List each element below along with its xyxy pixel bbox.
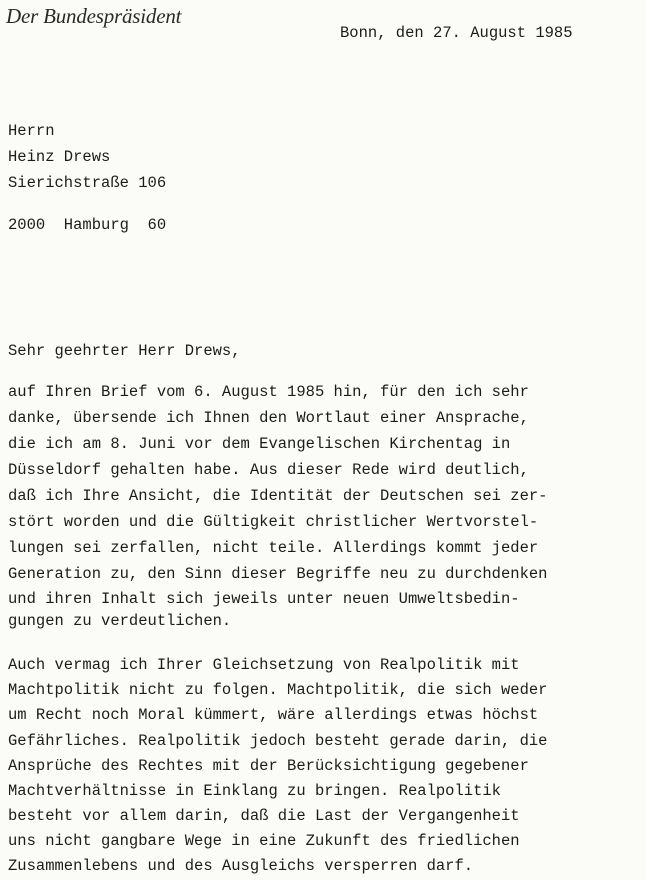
address-line: Heinz Drews — [8, 148, 111, 166]
body-line: Gefährliches. Realpolitik jedoch besteht gerade darin, die — [8, 732, 548, 750]
body-line: die ich am 8. Juni vor dem Evangelischen Kirchentag in — [8, 435, 511, 453]
letterhead: Der Bundespräsident — [6, 4, 182, 28]
body-line: Düsseldorf gehalten habe. Aus dieser Rede wird deutlich, — [8, 461, 529, 479]
body-line: und ihren Inhalt sich jeweils unter neuen Umweltsbedin- — [8, 590, 520, 608]
body-line: auf Ihren Brief vom 6. August 1985 hin, für den ich sehr — [8, 383, 529, 401]
body-line: Machtpolitik nicht zu folgen. Machtpolitik, die sich weder — [8, 681, 548, 699]
date-line: Bonn, den 27. August 1985 — [340, 24, 573, 42]
body-line: Zusammenlebens und des Ausgleichs versperren darf. — [8, 857, 474, 875]
body-line: daß ich Ihre Ansicht, die Identität der Deutschen sei zer- — [8, 487, 548, 505]
body-line: lungen sei zerfallen, nicht teile. Allerdings kommt jeder — [8, 539, 539, 557]
address-line: Herrn — [8, 122, 55, 140]
address-line: 2000 Hamburg 60 — [8, 216, 167, 234]
body-line: Auch vermag ich Ihrer Gleichsetzung von Realpolitik mit — [8, 656, 520, 674]
body-line: besteht vor allem darin, daß die Last der Vergangenheit — [8, 807, 520, 825]
address-line: Sierichstraße 106 — [8, 174, 167, 192]
body-line: Ansprüche des Rechtes mit der Berücksichtigung gegebener — [8, 757, 529, 775]
body-line: Machtverhältnisse in Einklang zu bringen. Realpolitik — [8, 782, 501, 800]
body-line: Generation zu, den Sinn dieser Begriffe neu zu durchdenken — [8, 565, 548, 583]
body-line: um Recht noch Moral kümmert, wäre allerdings etwas höchst — [8, 706, 539, 724]
salutation: Sehr geehrter Herr Drews, — [8, 342, 241, 360]
body-line: stört worden und die Gültigkeit christlicher Wertvorstel- — [8, 513, 539, 531]
body-line: uns nicht gangbare Wege in eine Zukunft des friedlichen — [8, 832, 520, 850]
body-line: danke, übersende ich Ihnen den Wortlaut einer Ansprache, — [8, 409, 529, 427]
body-line: gungen zu verdeutlichen. — [8, 612, 232, 630]
